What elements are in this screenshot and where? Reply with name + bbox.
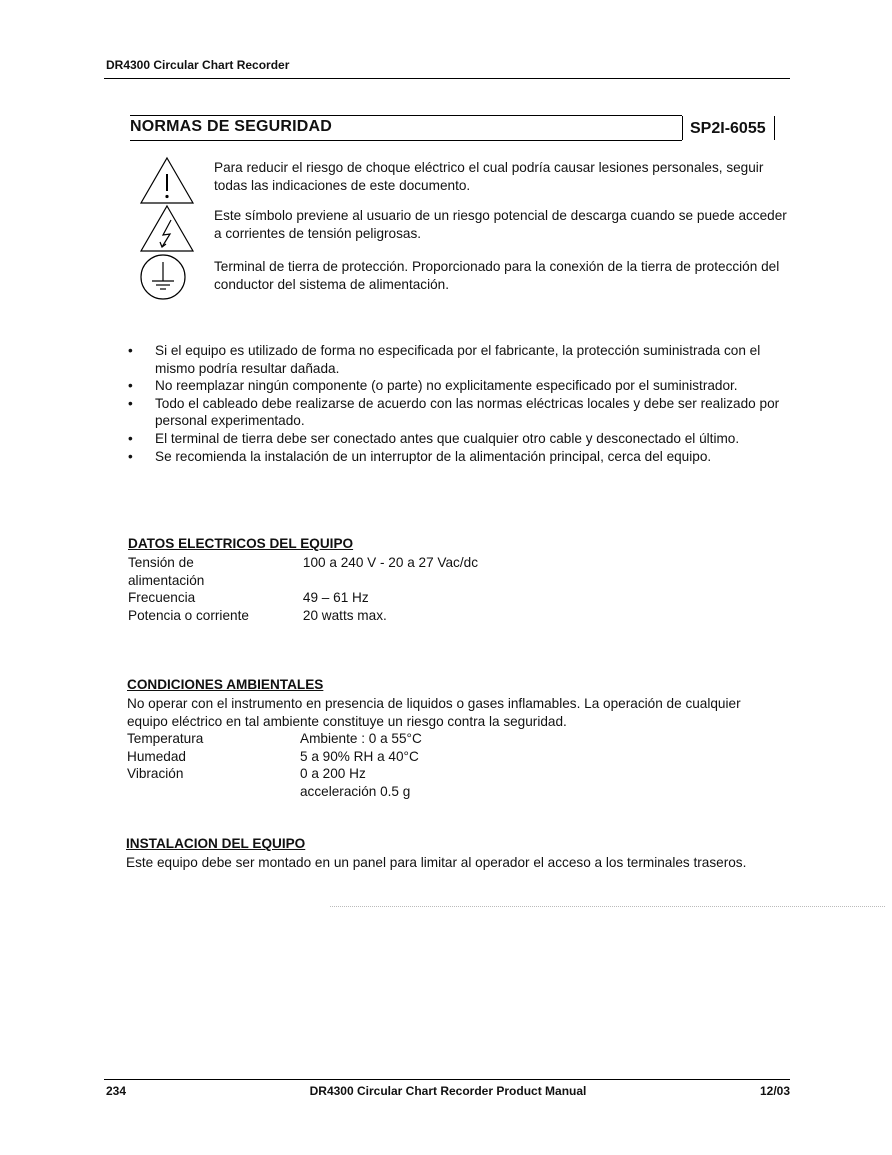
warning-triangle-icon [138,156,196,211]
list-item: • Todo el cableado debe realizarse de acuerdo con las normas eléctricas locales y debe ser realizado por personal experimentado. [128,395,780,429]
row-label: Vibración [127,766,184,782]
protective-earth-icon [139,253,187,306]
footer-page-number: 234 [106,1084,127,1098]
row-label: Potencia o corriente [128,607,249,623]
row-value: Ambiente : 0 a 55°C [300,731,422,746]
installation-heading: INSTALACION DEL EQUIPO [126,836,306,851]
table-row [127,783,422,801]
table-row [128,589,478,607]
list-item: • El terminal de tierra debe ser conectado antes que cualquier otro cable y desconectado el último. [128,430,740,446]
row-value: 20 watts max. [302,607,387,623]
electrical-heading: DATOS ELECTRICOS DEL EQUIPO [128,536,354,551]
table-row [128,554,478,589]
table-row [127,748,422,766]
row-label [127,783,300,801]
bullet-glyph: • [128,395,133,411]
row-value: 0 a 200 Hz [300,766,366,782]
footer-date: 12/03 [759,1084,790,1098]
scan-artifact-line [330,906,885,911]
symbol-text-earth: Terminal de tierra de protección. Proporcionado para la conexión de la tierra de protección del conductor del sistema de alimentación. [214,259,780,292]
environment-table [127,730,422,800]
section-bottom-rule [130,140,682,141]
header-rule [104,78,790,79]
symbol-text-warning: Para reducir el riesgo de choque eléctrico el cual podría causar lesiones personales, seguir todas las indicaciones de este documento. [214,160,764,193]
high-voltage-icon [138,204,196,259]
section-top-rule [130,115,682,116]
bullet-glyph: • [128,343,133,358]
environment-intro: No operar con el instrumento en presencia de liquidos o gases inflamables. La operación de cualquier equipo eléctrico en tal ambiente constituye un riesgo contra la seguridad. [127,696,741,729]
section-title: NORMAS DE SEGURIDAD [130,118,333,135]
table-row [127,730,422,748]
row-label: Temperatura [127,731,204,746]
bullet-glyph: • [128,378,133,394]
row-value: 5 a 90% RH a 40°C [300,748,419,764]
row-value: acceleración 0.5 g [300,783,411,799]
footer-manual-title: DR4300 Circular Chart Recorder Product Manual [309,1084,587,1098]
row-value: 100 a 240 V - 20 a 27 Vac/dc [302,555,478,570]
list-item: • No reemplazar ningún componente (o parte) no explicitamente especificado por el suministrador. [128,378,738,394]
safety-bullet-list [128,342,798,465]
row-label: Tensión de alimentación [128,555,205,588]
document-code: SP2I-6055 [682,116,775,140]
list-item: • Si el equipo es utilizado de forma no especificada por el fabricante, la protección suministrada con el mismo podría resultar dañada. [128,343,761,376]
environment-heading: CONDICIONES AMBIENTALES [127,677,324,692]
installation-text: Este equipo debe ser montado en un panel para limitar al operador el acceso a los terminales traseros. [126,855,747,870]
symbol-text-voltage: Este símbolo previene al usuario de un riesgo potencial de descarga cuando se puede acceder a corrientes de tensión peligrosas. [214,208,787,241]
row-value: 49 – 61 Hz [302,590,369,606]
footer-rule [104,1079,790,1080]
table-row [128,607,478,625]
running-header-title: DR4300 Circular Chart Recorder [106,58,290,72]
table-row [127,765,422,783]
list-item: • Se recomienda la instalación de un interruptor de la alimentación principal, cerca del equipo. [128,448,712,464]
row-label: Humedad [127,748,186,764]
bullet-glyph: • [128,430,133,446]
bullet-glyph: • [128,448,133,464]
row-label: Frecuencia [128,590,196,606]
electrical-table [128,554,478,624]
